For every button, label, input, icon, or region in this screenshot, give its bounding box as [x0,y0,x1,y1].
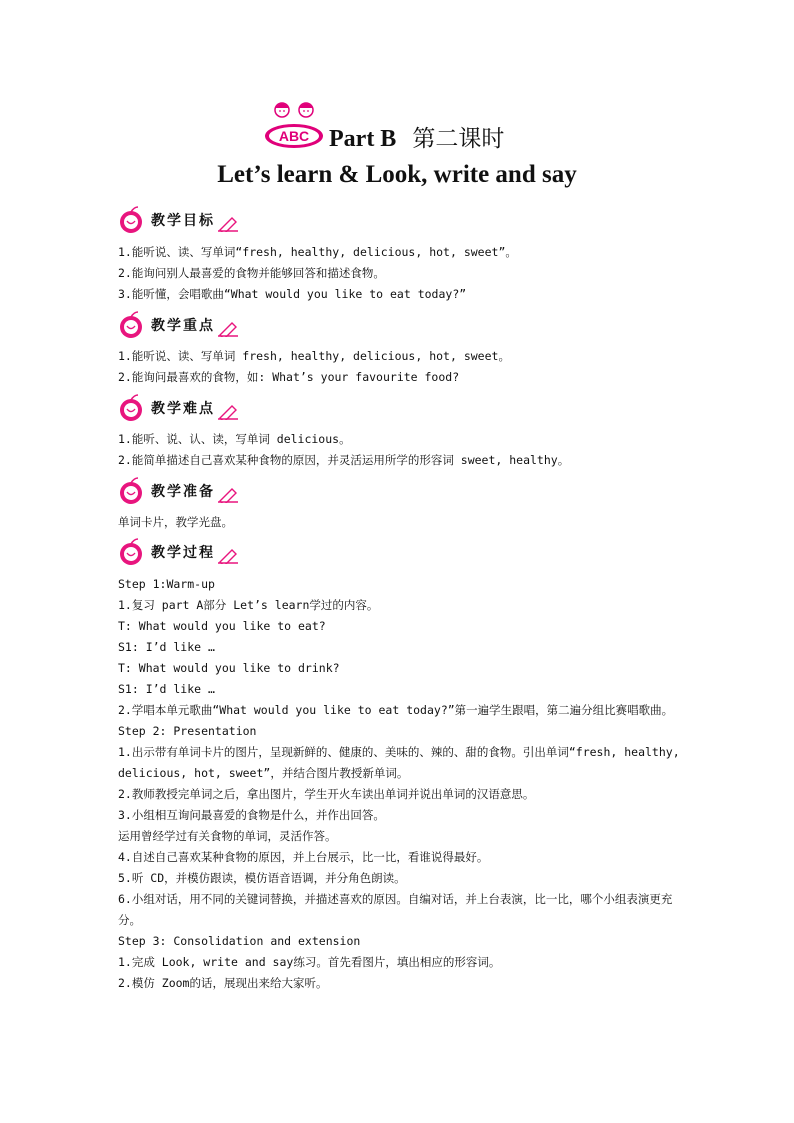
section-goals [118,206,718,305]
title-block [0,100,794,152]
text-line: 单词卡片，教学光盘。 [118,515,233,529]
page-subtitle: Let’s learn & Look, write and say [217,161,577,188]
section-header [118,477,718,507]
text-line: 5.听 CD，并模仿跟读，模仿语音语调，并分角色朗读。 [118,871,406,885]
text-line: Step 3: Consolidation and extension [118,934,361,948]
apple-icon [118,394,144,422]
text-line: 4.自述自己喜欢某种食物的原因，并上台展示，比一比，看谁说得最好。 [118,850,489,864]
text-line: 3.能听懂，会唱歌曲“What would you like to eat today?” [118,287,467,301]
section-header [118,538,718,568]
process-body [118,574,688,994]
abc-kids-logo [262,100,326,150]
lesson-label: 第二课时 [412,126,505,152]
section-title: 教学难点 [151,401,215,417]
section-header [118,206,718,236]
section-key-points [118,311,718,388]
apple-icon [118,206,144,234]
text-line: 3.小组相互询问最喜爱的食物是什么，并作出回答。 [118,808,385,822]
text-line: 1.复习 part A部分 Let’s learn学过的内容。 [118,598,379,612]
text-line: 6.小组对话，用不同的关键词替换，并描述喜欢的原因。自编对话，并上台表演，比一比，哪个小组表演更充分。 [118,892,673,927]
text-line: T: What would you like to drink? [118,661,340,675]
pen-icon [218,319,240,337]
text-line: 2.模仿 Zoom的话，展现出来给大家听。 [118,976,328,990]
text-line: 运用曾经学过有关食物的单词，灵活作答。 [118,829,337,843]
section-preparation [118,477,718,533]
section-process [118,538,718,568]
section-difficulties [118,394,718,471]
section-header [118,311,718,341]
text-line: 2.学唱本单元歌曲“What would you like to eat today?”第一遍学生跟唱，第二遍分组比赛唱歌曲。 [118,703,674,717]
text-line: 1.能听说、读、写单词“fresh, healthy, delicious, hot, sweet”。 [118,245,517,259]
part-label: Part B [329,126,397,152]
section-header [118,394,718,424]
text-line: Step 2: Presentation [118,724,257,738]
apple-icon [118,311,144,339]
apple-icon [118,538,144,566]
pen-icon [218,485,240,503]
section-title: 教学重点 [151,318,215,334]
section-title: 教学过程 [151,545,215,561]
text-line: 1.能听、说、认、读，写单词 delicious。 [118,432,351,446]
section-title: 教学准备 [151,484,215,500]
svg-text:ABC: ABC [278,128,310,144]
text-line: S1: I’d like … [118,682,215,696]
page-title [329,120,504,153]
text-line: 2.能询问最喜欢的食物，如: What’s your favourite food? [118,370,460,384]
text-line: 2.能询问别人最喜爱的食物并能够回答和描述食物。 [118,266,385,280]
text-line: 1.完成 Look, write and say练习。首先看图片，填出相应的形容词。 [118,955,501,969]
text-line: Step 1:Warm-up [118,577,215,591]
pen-icon [218,546,240,564]
pen-icon [218,402,240,420]
text-line: 2.能简单描述自己喜欢某种食物的原因，并灵活运用所学的形容词 sweet, healthy。 [118,453,570,467]
text-line: 1.出示带有单词卡片的图片，呈现新鲜的、健康的、美味的、辣的、甜的食物。引出单词“fresh, healthy, delicious, hot, sweet”，并结合图片教授新单词。 [118,745,680,780]
text-line: T: What would you like to eat? [118,619,326,633]
text-line: 2.教师教授完单词之后，拿出图片，学生开火车读出单词并说出单词的汉语意思。 [118,787,535,801]
text-line: 1.能听说、读、写单词 fresh, healthy, delicious, hot, sweet。 [118,349,510,363]
text-line: S1: I’d like … [118,640,215,654]
section-title: 教学目标 [151,213,215,229]
pen-icon [218,214,240,232]
apple-icon [118,477,144,505]
